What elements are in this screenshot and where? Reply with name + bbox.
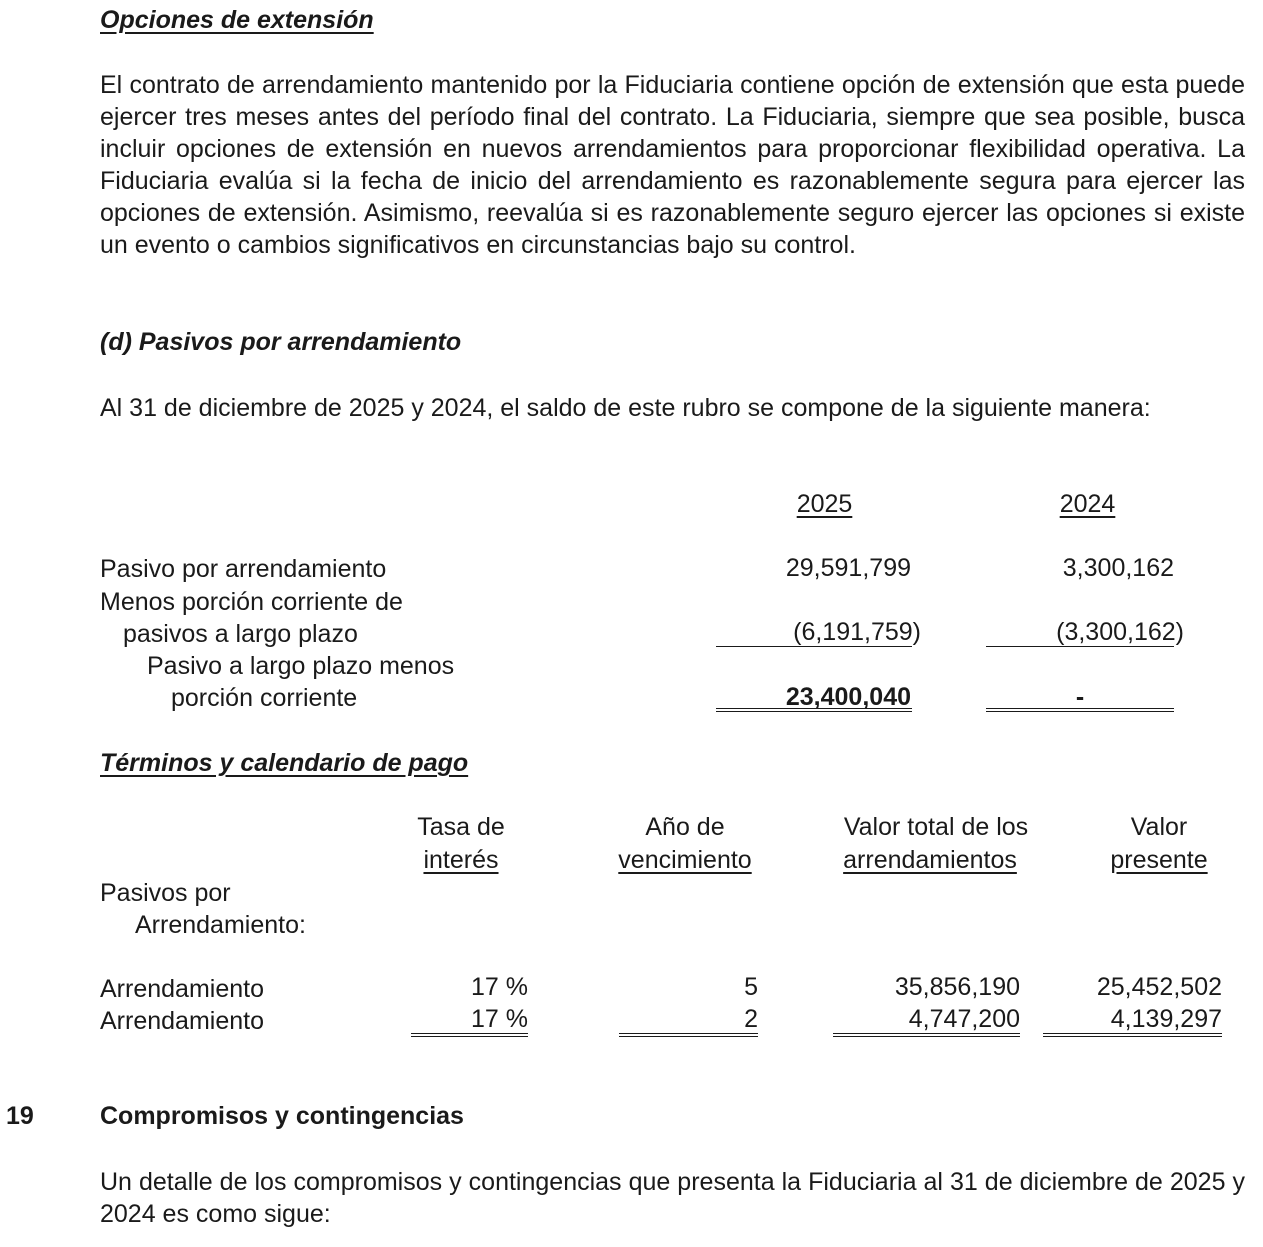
section-title-extension-options: Opciones de extensión	[100, 6, 374, 34]
row-label-continued: pasivos a largo plazo	[123, 620, 358, 648]
group-label: Pasivos por	[100, 879, 231, 907]
row-label: Pasivo por arrendamiento	[100, 555, 387, 583]
total-double-rule	[411, 1033, 528, 1037]
value-2024-total: -	[1075, 683, 1085, 711]
row-label-continued: porción corriente	[171, 684, 358, 712]
year-header-2025: 2025	[796, 490, 853, 518]
header-maturity-year-underlined: vencimiento	[618, 846, 752, 874]
row-label: Arrendamiento	[100, 1007, 264, 1035]
section-title-lease-liabilities: (d) Pasivos por arrendamiento	[100, 328, 462, 356]
year-header-2024: 2024	[1059, 490, 1116, 518]
subtotal-rule	[716, 646, 912, 647]
maturity-year: 5	[744, 973, 758, 1001]
header-maturity-year: Año de	[645, 813, 725, 841]
total-double-rule	[833, 1033, 1020, 1037]
interest-rate: 17 %	[471, 973, 528, 1001]
lease-liabilities-intro: Al 31 de diciembre de 2025 y 2024, el saldo de este rubro se compone de la siguiente manera:	[100, 394, 1151, 422]
value-2025: 29,591,799	[785, 554, 911, 582]
header-rate: Tasa de	[417, 813, 505, 841]
total-double-rule	[716, 708, 912, 712]
extension-options-paragraph: El contrato de arrendamiento mantenido por la Fiduciaria contiene opción de extensión que esta puede ejercer tres meses antes del período final del contrato. La Fiduciaria, siempre que sea posible, busca incluir opciones de extensión en nuevos arrendamientos para proporcionar flexibilidad operativa. La Fiduciaria evalúa si la fecha de inicio del arrendamiento es razonablemente segura para ejercer las opciones de extensión. Asimismo, reevalúa si es razonablemente seguro ejercer las opciones si existe un evento o cambios significativos en circunstancias bajo su control.	[100, 71, 1245, 259]
value-2025-total: 23,400,040	[785, 683, 911, 711]
value-2025: (6,191,759)	[793, 618, 921, 646]
header-total-value: Valor total de los	[843, 813, 1029, 841]
row-label: Pasivo a largo plazo menos	[147, 652, 455, 680]
value-2024: 3,300,162	[1062, 554, 1174, 582]
total-double-rule	[986, 708, 1174, 712]
subtotal-rule	[986, 646, 1174, 647]
total-double-rule	[619, 1033, 758, 1037]
section-title-payment-terms: Términos y calendario de pago	[100, 749, 469, 777]
header-rate-underlined: interés	[423, 846, 499, 874]
total-double-rule	[1043, 1033, 1222, 1037]
section-number: 19	[6, 1102, 34, 1130]
section-title-commitments: Compromisos y contingencias	[100, 1102, 464, 1130]
commitments-paragraph: Un detalle de los compromisos y contingencias que presenta la Fiduciaria al 31 de diciembre de 2025 y 2024 es como sigue:	[100, 1168, 1245, 1228]
present-value: 4,139,297	[1110, 1005, 1222, 1033]
value-2024: (3,300,162)	[1056, 618, 1184, 646]
group-label-continued: Arrendamiento:	[135, 911, 306, 939]
interest-rate: 17 %	[471, 1005, 528, 1033]
total-lease-value: 35,856,190	[894, 973, 1020, 1001]
row-label: Menos porción corriente de	[100, 588, 403, 616]
maturity-year: 2	[744, 1005, 758, 1033]
header-present-value-underlined: presente	[1110, 846, 1208, 874]
total-lease-value: 4,747,200	[908, 1005, 1020, 1033]
row-label: Arrendamiento	[100, 975, 264, 1003]
present-value: 25,452,502	[1096, 973, 1222, 1001]
header-present-value: Valor	[1130, 813, 1188, 841]
header-total-value-underlined: arrendamientos	[843, 846, 1017, 874]
